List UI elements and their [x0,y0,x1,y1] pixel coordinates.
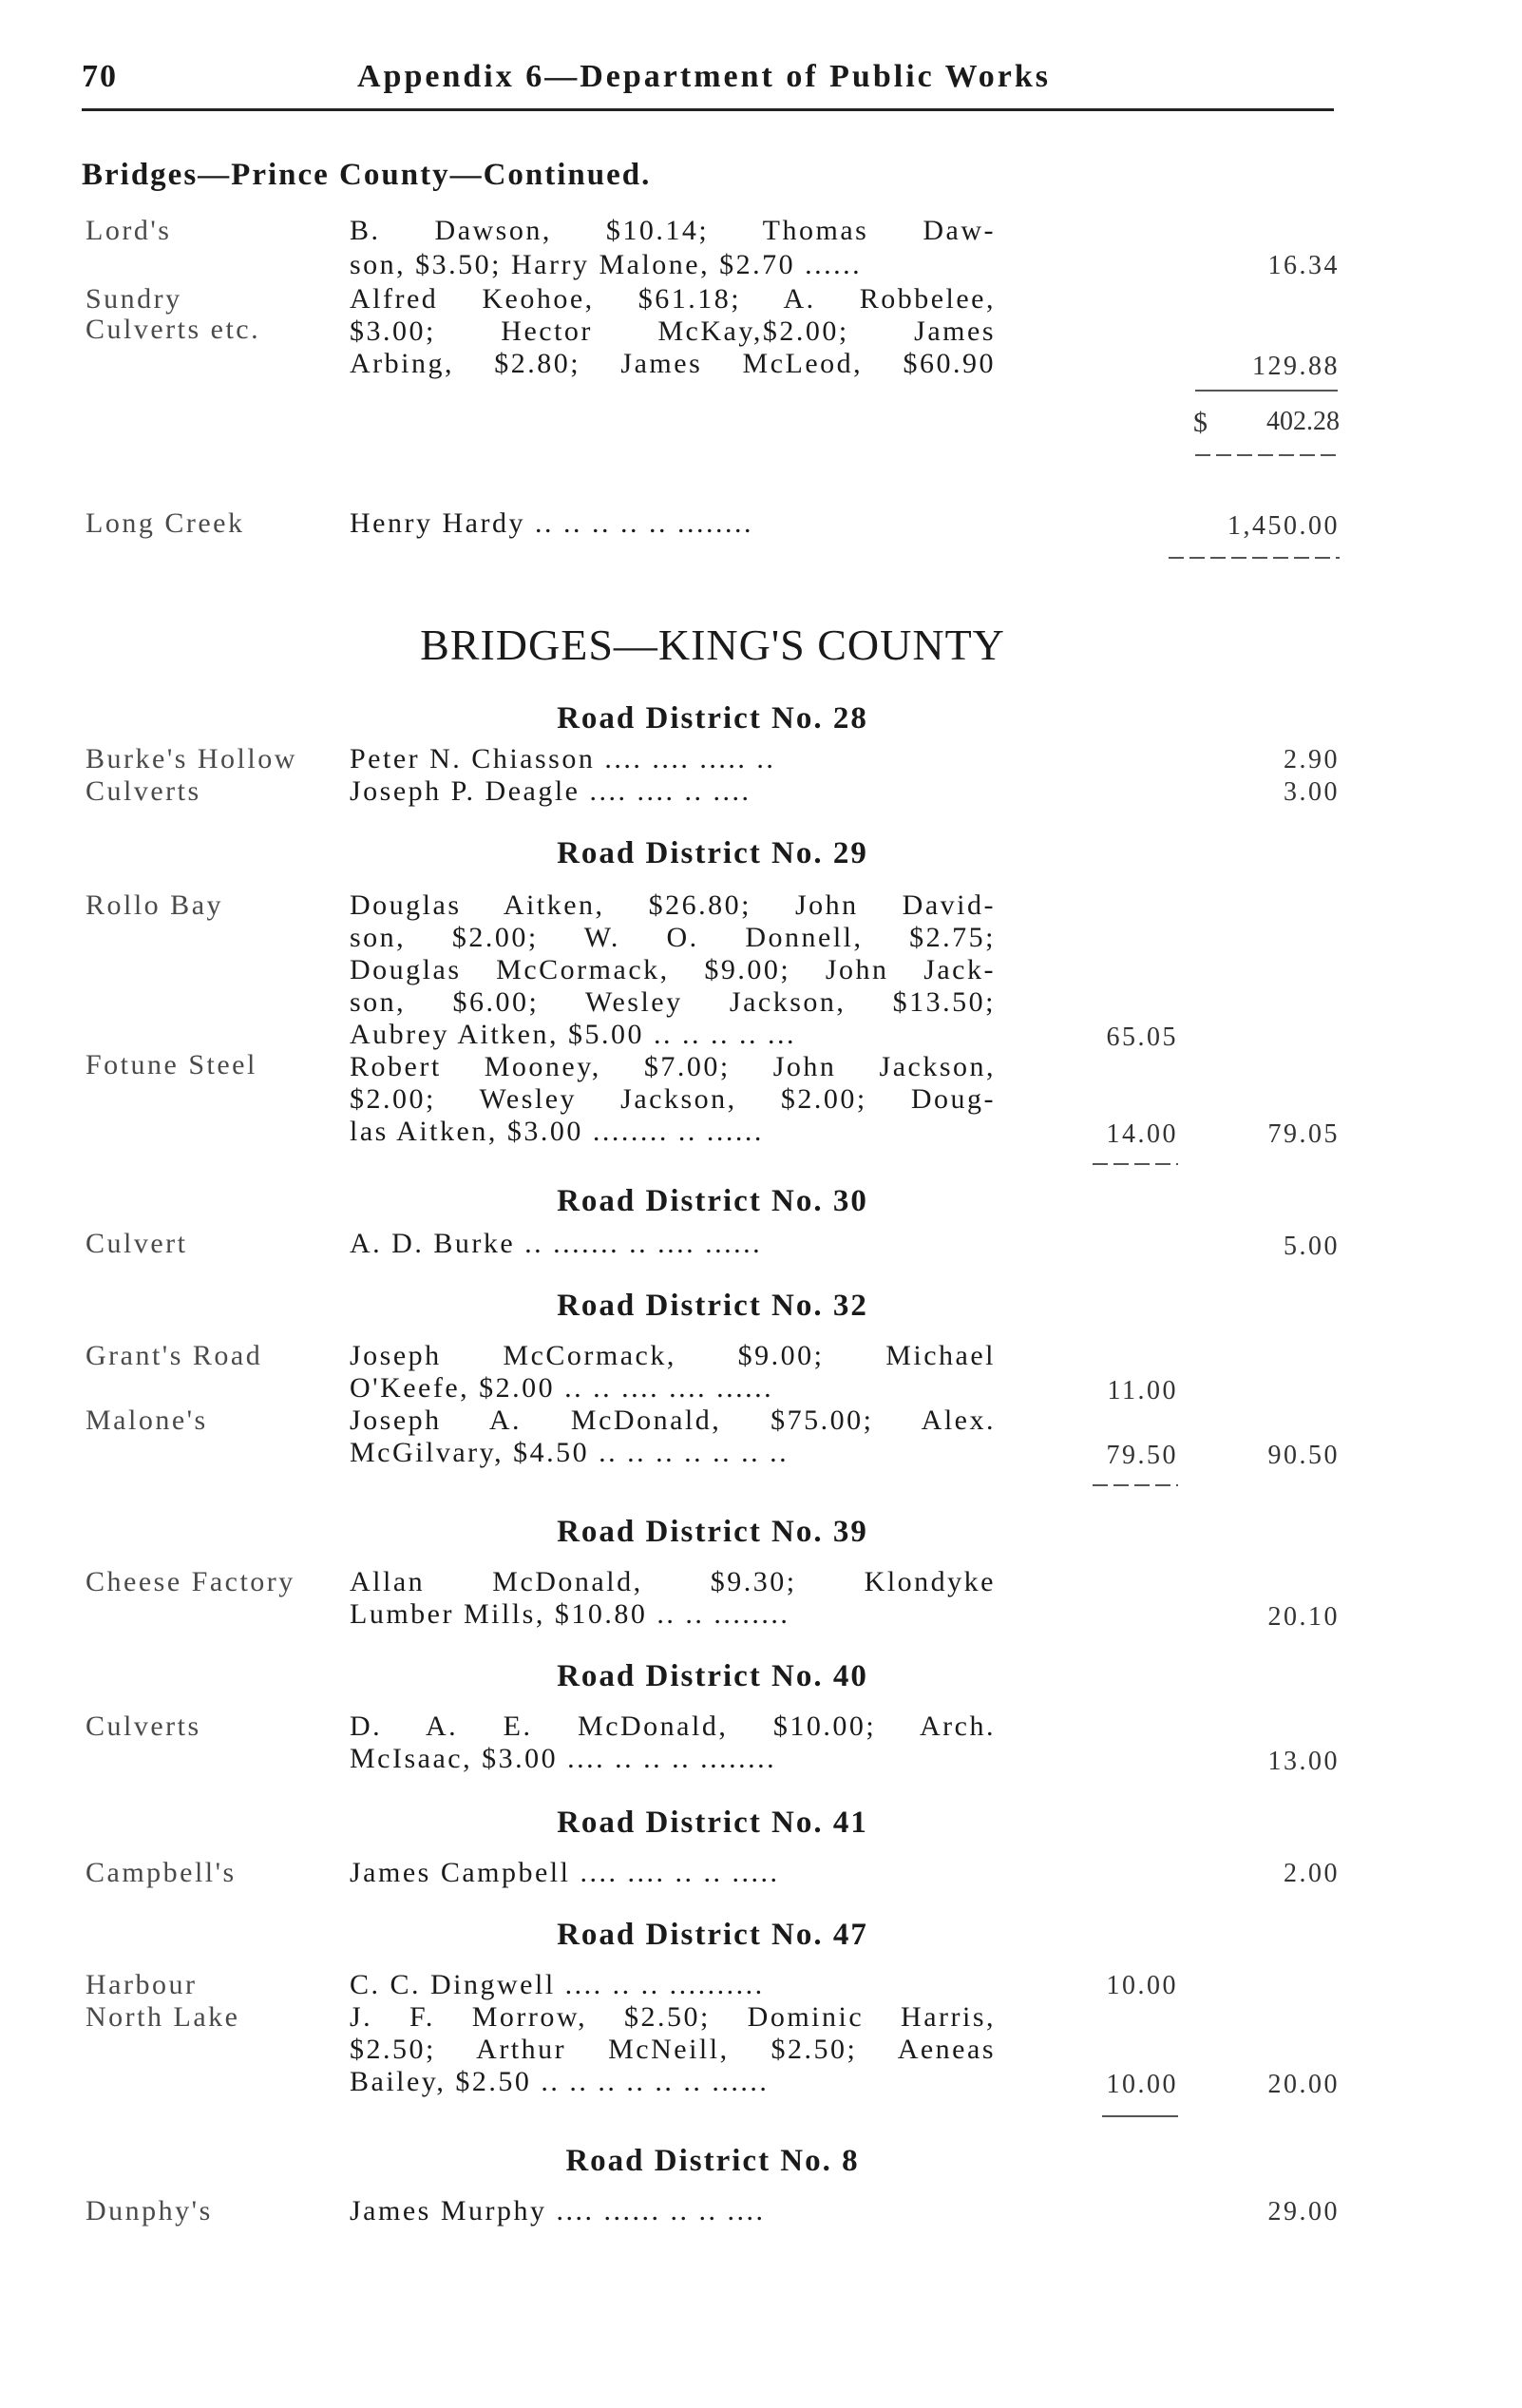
entry-text: $2.00; Wesley Jackson, $2.00; Doug- [350,1083,996,1115]
subtotal-amount: 402.28 [1266,407,1340,436]
entry-text: Peter N. Chiasson .... .... ..... .. [350,743,776,774]
district-heading: Road District No. 28 [557,701,868,736]
place-label: Rollo Bay [86,889,224,921]
district-total: 90.50 [1267,1441,1340,1470]
entry-text: O'Keefe, $2.00 .. .. .... .... ...... [350,1372,774,1404]
subamount: 10.00 [1106,1971,1178,2000]
entry-text: McIsaac, $3.00 .... .. .. .. ........ [350,1743,777,1774]
place-label: Burke's Hollow [86,743,297,774]
amount: 16.34 [1267,251,1340,280]
entry-text: Joseph McCormack, $9.00; Michael [350,1340,996,1371]
place-label: Culverts etc. [86,314,261,345]
place-label: Grant's Road [86,1340,263,1371]
entry-text: Douglas Aitken, $26.80; John David- [350,889,996,921]
entry-text: son, $3.50; Harry Malone, $2.70 ...... [350,249,863,280]
place-label: Fotune Steel [86,1049,257,1080]
amount: 129.88 [1252,352,1340,381]
subamount: 65.05 [1106,1022,1178,1052]
place-label: Campbell's [86,1857,237,1888]
entry-text: Allan McDonald, $9.30; Klondyke [350,1566,996,1597]
entry-text: Arbing, $2.80; James McLeod, $60.90 [350,348,996,379]
district-heading: Road District No. 40 [557,1659,868,1693]
entry-text: Bailey, $2.50 .. .. .. .. .. .. ...... [350,2066,770,2097]
district-heading: Road District No. 30 [557,1184,868,1218]
district-heading: Road District No. 41 [557,1806,868,1840]
place-label: Long Creek [86,507,245,539]
entry-text: McGilvary, $4.50 .. .. .. .. .. .. .. [350,1437,790,1468]
entry-text: James Campbell .... .... .. .. ..... [350,1857,780,1888]
subamount: 11.00 [1107,1376,1178,1405]
dollar-sign: $ [1193,407,1208,438]
entry-text: Joseph P. Deagle .... .... .. .... [350,775,751,807]
sum-rule [1093,1163,1178,1165]
district-heading: Road District No. 8 [565,2144,860,2178]
place-label: Harbour [86,1969,198,2000]
entry-text: Douglas McCormack, $9.00; John Jack- [350,954,996,985]
entry-text: $2.50; Arthur McNeill, $2.50; Aeneas [350,2034,996,2065]
section-title: BRIDGES—KING'S COUNTY [420,621,1005,669]
place-label: Cheese Factory [86,1566,295,1597]
entry-text: Lumber Mills, $10.80 .. .. ........ [350,1598,790,1630]
sum-rule [1102,2115,1178,2117]
amount: 29.00 [1267,2197,1340,2226]
amount: 20.10 [1267,1602,1340,1632]
entry-text: D. A. E. McDonald, $10.00; Arch. [350,1710,996,1742]
place-label: Lord's [86,215,172,246]
place-label: Culverts [86,775,201,807]
entry-text: $3.00; Hector McKay,$2.00; James [350,315,996,347]
entry-text: Aubrey Aitken, $5.00 .. .. .. .. ... [350,1019,796,1050]
entry-text: C. C. Dingwell .... .. .. .......... [350,1969,765,2000]
district-heading: Road District No. 29 [557,836,868,870]
entry-text: Joseph A. McDonald, $75.00; Alex. [350,1405,996,1436]
amount: 1,450.00 [1227,511,1340,541]
entry-text: Henry Hardy .. .. .. .. .. ........ [350,507,753,539]
entry-text: las Aitken, $3.00 ........ .. ...... [350,1116,764,1147]
district-total: 79.05 [1267,1119,1340,1149]
amount: 3.00 [1284,777,1340,807]
district-heading: Road District No. 47 [557,1918,868,1952]
amount: 5.00 [1284,1232,1340,1261]
entry-text: Robert Mooney, $7.00; John Jackson, [350,1051,996,1082]
running-head [82,59,1334,116]
continued-heading: Bridges—Prince County—Continued. [82,158,652,192]
entry-text: J. F. Morrow, $2.50; Dominic Harris, [350,2001,996,2033]
place-label: Dunphy's [86,2195,213,2226]
entry-text: James Murphy .... ...... .. .. .... [350,2195,766,2226]
amount: 2.00 [1284,1859,1340,1888]
place-label: North Lake [86,2001,240,2033]
place-label: Malone's [86,1405,208,1436]
place-label: Culvert [86,1228,188,1259]
district-heading: Road District No. 39 [557,1515,868,1549]
subamount: 14.00 [1106,1119,1178,1149]
entry-text: son, $6.00; Wesley Jackson, $13.50; [350,986,996,1018]
subamount: 10.00 [1106,2070,1178,2099]
entry-text: A. D. Burke .. ....... .. .... ...... [350,1228,763,1259]
place-label: Culverts [86,1710,201,1742]
sum-rule [1195,454,1338,456]
district-total: 20.00 [1267,2070,1340,2099]
district-heading: Road District No. 32 [557,1289,868,1323]
subamount: 79.50 [1106,1441,1178,1470]
sum-rule [1169,557,1340,559]
amount: 2.90 [1284,745,1340,774]
place-label: Sundry [86,283,182,315]
entry-text: B. Dawson, $10.14; Thomas Daw- [350,215,996,246]
amount: 13.00 [1267,1747,1340,1776]
header-rule [82,108,1334,111]
entry-text: son, $2.00; W. O. Donnell, $2.75; [350,922,996,953]
page-number: 70 [82,59,118,94]
sum-rule [1093,1484,1178,1486]
entry-text: Alfred Keohoe, $61.18; A. Robbelee, [350,283,996,315]
running-title: Appendix 6—Department of Public Works [357,59,1051,94]
sum-rule [1195,390,1338,392]
